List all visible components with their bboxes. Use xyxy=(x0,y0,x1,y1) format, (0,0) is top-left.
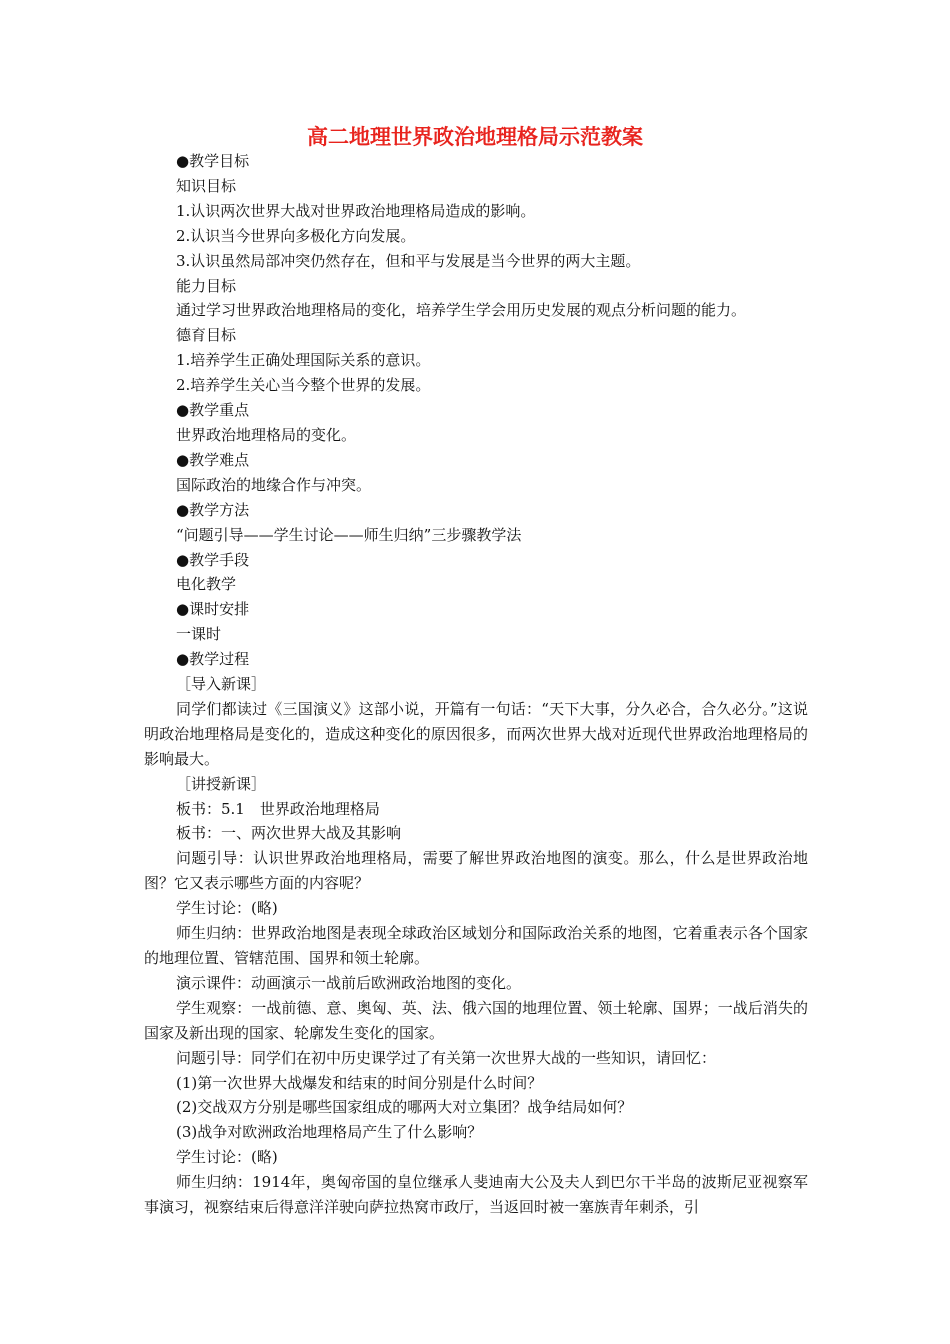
paragraph: 同学们都读过《三国演义》这部小说，开篇有一句话：“天下大事，分久必合，合久必分。”这说明政治地理格局是变化的，造成这种变化的原因很多，而两次世界大战对近现代世界政治地理格局的影响最大。 xyxy=(144,699,808,768)
paragraph: 演示课件：动画演示一战前后欧洲政治地图的变化。 xyxy=(176,973,522,992)
list-item: 3.认识虽然局部冲突仍然存在，但和平与发展是当今世界的两大主题。 xyxy=(176,251,641,270)
text-line: 国际政治的地缘合作与冲突。 xyxy=(176,475,372,494)
paragraph: 学生讨论：(略) xyxy=(176,899,278,918)
document-title: 高二地理世界政治地理格局示范教案 xyxy=(307,124,643,149)
list-item: 2.培养学生关心当今整个世界的发展。 xyxy=(176,376,431,395)
text-line: 世界政治地理格局的变化。 xyxy=(176,425,357,444)
paragraph: 学生观察：一战前德、意、奥匈、英、法、俄六国的地理位置、领土轮廓、国界；一战后消失的国家及新出现的国家、轮廓发生变化的国家。 xyxy=(144,998,808,1042)
paragraph: 问题引导：认识世界政治地理格局，需要了解世界政治地图的演变。那么，什么是世界政治地图？它又表示哪些方面的内容呢？ xyxy=(144,849,808,893)
section-heading: ●教学手段 xyxy=(176,550,250,569)
subheading: 知识目标 xyxy=(176,176,237,195)
section-heading: ●教学难点 xyxy=(176,450,250,469)
section-heading: ●教学方法 xyxy=(176,500,250,519)
bracket-heading: ［导入新课］ xyxy=(176,675,267,694)
list-item: 1.培养学生正确处理国际关系的意识。 xyxy=(176,351,431,370)
list-item: 2.认识当今世界向多极化方向发展。 xyxy=(176,226,416,245)
section-heading: ●教学重点 xyxy=(176,401,250,420)
paragraph: 师生归纳：1914年，奥匈帝国的皇位继承人斐迪南大公及夫人到巴尔干半岛的波斯尼亚视察军事演习，视察结束后得意洋洋驶向萨拉热窝市政厅，当返回时被一塞族青年刺杀，引 xyxy=(144,1173,808,1217)
text-line: 电化教学 xyxy=(176,575,237,594)
blackboard-note: 板书：一、两次世界大战及其影响 xyxy=(176,824,402,843)
text-line: “问题引导——学生讨论——师生归纳”三步骤教学法 xyxy=(176,525,522,544)
subheading: 德育目标 xyxy=(176,326,237,345)
bracket-heading: ［讲授新课］ xyxy=(176,774,267,793)
text-line: 通过学习世界政治地理格局的变化，培养学生学会用历史发展的观点分析问题的能力。 xyxy=(176,301,747,320)
paragraph: 问题引导：同学们在初中历史课学过了有关第一次世界大战的一些知识，请回忆： xyxy=(176,1048,717,1067)
document-body xyxy=(144,149,808,1220)
blackboard-note: 板书：5.1 世界政治地理格局 xyxy=(176,799,380,818)
subheading: 能力目标 xyxy=(176,276,237,295)
question-item: (1)第一次世界大战爆发和结束的时间分别是什么时间？ xyxy=(176,1073,543,1092)
section-heading: ●课时安排 xyxy=(176,600,250,619)
list-item: 1.认识两次世界大战对世界政治地理格局造成的影响。 xyxy=(176,201,536,220)
section-heading: ●教学过程 xyxy=(176,650,250,669)
paragraph: 师生归纳：世界政治地图是表现全球政治区域划分和国际政治关系的地图，它着重表示各个国家的地理位置、管辖范围、国界和领土轮廓。 xyxy=(144,924,808,967)
paragraph: 学生讨论：(略) xyxy=(176,1148,278,1167)
text-line: 一课时 xyxy=(176,625,222,644)
question-item: (2)交战双方分别是哪些国家组成的哪两大对立集团？战争结局如何？ xyxy=(176,1098,633,1117)
question-item: (3)战争对欧洲政治地理格局产生了什么影响？ xyxy=(176,1123,483,1142)
section-heading: ●教学目标 xyxy=(176,152,250,170)
